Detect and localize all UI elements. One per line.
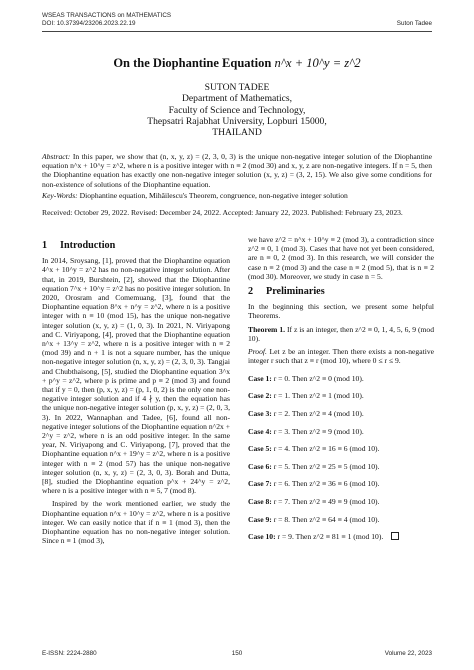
intro-continuation: we have z^2 = n^x + 10^y ≡ 2 (mod 3), a contradiction since z^2 ≡ 0, 1 (mod 3). Cases that have not yet been considered, are n ≡ 0, 2 (mod 3). In this research, we will consider the case n ≡ 2 (mod 3) and the case n ≡ 2 (mod 5), that is n ≡ 2 (mod 30). Moreover, we study in case n = 5. [248, 235, 434, 281]
author-faculty: Faculty of Science and Technology, [168, 104, 306, 116]
proof-cases [248, 374, 434, 542]
author-block [42, 82, 432, 138]
proof-case [248, 391, 434, 400]
abstract [42, 152, 432, 189]
case-text: r = 0. Then z^2 ≡ 0 (mod 10). [273, 373, 364, 383]
prelim-intro: In the beginning this section, we present some helpful Theorems. [248, 302, 434, 321]
case-text: r = 6. Then z^2 ≡ 36 ≡ 6 (mod 10). [273, 479, 380, 489]
case-label: Case 2: [248, 391, 272, 401]
abstract-text: In this paper, we show that (n, x, y, z) = (2, 3, 0, 3) is the unique non-negative integer solution of the Diophantine equation n^x + 10^y = z^2, where n is a positive integer with n ≡ 2 (mod 30) and x, y, z are non-negative integers. If n = 5, then the Diophantine equation has exactly one non-negative integer solution (x, y, z) = (3, 2, 15). We also give some conditions for non-existence of solutions of the Diophantine equation. [42, 152, 432, 189]
theorem-1 [248, 325, 434, 343]
case-text: r = 8. Then z^2 ≡ 64 ≡ 4 (mod 10). [273, 514, 380, 524]
title-formula: n^x + 10^y = z^2 [274, 56, 361, 70]
section-heading-preliminaries [248, 287, 434, 296]
section-title: Preliminaries [266, 286, 325, 298]
case-text: r = 7. Then z^2 ≡ 49 ≡ 9 (mod 10). [273, 496, 380, 506]
keywords-text: Diophantine equation, Mihăilescu's Theorem, congruence, non-negative integer solution [79, 191, 348, 200]
qed-symbol [391, 532, 399, 540]
intro-paragraph-2: Inspired by the work mentioned earlier, we study the Diophantine equation n^x + 10^y = z^2, where n is a positive integer. We can easily notice that if n ≡ 1 (mod 3), then the Diophantine equation has no non-negative integer solution. Since n ≡ 1 (mod 3), [42, 499, 230, 546]
case-text: r = 1. Then z^2 ≡ 1 (mod 10). [273, 391, 364, 401]
case-text: r = 3. Then z^2 ≡ 9 (mod 10). [273, 426, 364, 436]
page-footer [42, 650, 432, 660]
paper-title [42, 56, 432, 71]
received-dates: Received: October 29, 2022. Revised: December 24, 2022. Accepted: January 22, 2023. Published: February 23, 2023. [42, 208, 403, 217]
intro-paragraph-1: In 2014, Sroysang, [1], proved that the Diophantine equation 4^x + 10^y = z^2 has no non-negative integer solution. After that, in 2019, Burshtein, [2], showed that the Diophantine equation 7^x + 10^y = z^2 has no positive integer solution. In 2020, Orosram and Comemuang, [3], found that the Diophantine equation 8^x + n^y = z^2, where n is a positive integer with n ≡ 10 (mod 15), has the unique non-negative integer solution (x, y, z) = (1, 0, 3). In 2021, N. Viriyapong and C. Viriyapong, [4], proved that the Diophantine equation n^x + 13^y = z^2, where n is a positive integer with n ≡ 2 (mod 39) and n + 1 is not a square number, has the unique non-negative integer solution (n, x, y, z) = (2, 3, 0, 3). Tangjai and Chubthaisong, [5], studied the Diophantine equation 3^x + p^y = z^2, where p is prime and p ≡ 2 (mod 3) and found that if y = 0, then (p, x, y, z) = (p, 1, 0, 2) is the only one non-negative integer solution and if 4 ∤ y, then the equation has the unique non-negative integer solution (p, x, y, z) = (2, 0, 3, 3). In 2022, Wannaphan and Tadee, [6], found all non-negative integer solutions of the Diophantine equation n^2x + 2^y = z^2, where n is an odd positive integer. In the same year, N. Viriyapong and C. Viriyapong, [7], proved that the Diophantine equation n^x + 19^y = z^2, where n is a positive integer with n ≡ 2 (mod 57) has the unique non-negative integer solution (n, x, y, z) = (2, 3, 0, 3). Borah and Dutta, [8], studied the Diophantine equation p^x + 24^y = z^2, where n is a positive integer with n ≡ 5, 7 (mod 8). [42, 256, 230, 496]
author-dept: Department of Mathematics, [181, 93, 293, 105]
proof-label: Proof. [248, 347, 267, 357]
footer-volume: Volume 22, 2023 [384, 650, 432, 657]
case-label: Case 9: [248, 514, 272, 524]
case-text: r = 2. Then z^2 ≡ 4 (mod 10). [273, 409, 364, 419]
keywords-label: Key-Words: [42, 191, 78, 200]
case-label: Case 8: [248, 496, 272, 506]
case-label: Case 1: [248, 373, 272, 383]
case-text: r = 9. Then z^2 ≡ 81 ≡ 1 (mod 10). [277, 532, 384, 542]
section-number: 2 [248, 286, 254, 298]
theorem-label: Theorem 1. [248, 324, 286, 334]
section-title: Introduction [60, 240, 116, 251]
proof-case [248, 374, 434, 383]
title-text: On the Diophantine Equation [113, 56, 272, 70]
footer-eissn: E-ISSN: 2224-2880 [42, 650, 97, 657]
proof-case [248, 444, 434, 453]
proof [248, 347, 434, 365]
case-text: r = 5. Then z^2 ≡ 25 ≡ 5 (mod 10). [273, 461, 380, 471]
case-label: Case 5: [248, 444, 272, 454]
proof-case [248, 532, 434, 541]
section-number: 1 [42, 240, 48, 251]
author-country: THAILAND [212, 127, 262, 139]
abstract-label: Abstract: [42, 152, 71, 161]
proof-case [248, 409, 434, 418]
theorem-text: If z is an integer, then z^2 ≡ 0, 1, 4, 5, 6, 9 (mod 10). [248, 324, 434, 343]
header-rule [42, 31, 432, 32]
right-column [248, 235, 434, 541]
case-label: Case 4: [248, 426, 272, 436]
keywords [42, 191, 432, 200]
proof-case [248, 515, 434, 524]
case-label: Case 7: [248, 479, 272, 489]
section-heading-introduction [42, 241, 230, 250]
proof-text: Let z be an integer. Then there exists a non-negative integer r such that z ≡ r (mod 10), where 0 ≤ r ≤ 9. [248, 347, 434, 366]
author-name: SUTON TADEE [204, 82, 270, 93]
author-university: Thepsatri Rajabhat University, Lopburi 15000, [147, 115, 327, 127]
case-label: Case 6: [248, 461, 272, 471]
case-label: Case 3: [248, 409, 272, 419]
proof-case [248, 479, 434, 488]
case-label: Case 10: [248, 532, 276, 542]
footer-page-number: 150 [231, 650, 243, 657]
running-author: Suton Tadee [396, 20, 432, 27]
left-column [42, 235, 230, 546]
case-text: r = 4. Then z^2 ≡ 16 ≡ 6 (mod 10). [273, 444, 380, 454]
proof-case [248, 427, 434, 436]
doi[interactable]: DOI: 10.37394/23206.2023.22.19 [42, 20, 136, 27]
proof-case [248, 462, 434, 471]
journal-name: WSEAS TRANSACTIONS on MATHEMATICS [42, 12, 172, 19]
proof-case [248, 497, 434, 506]
